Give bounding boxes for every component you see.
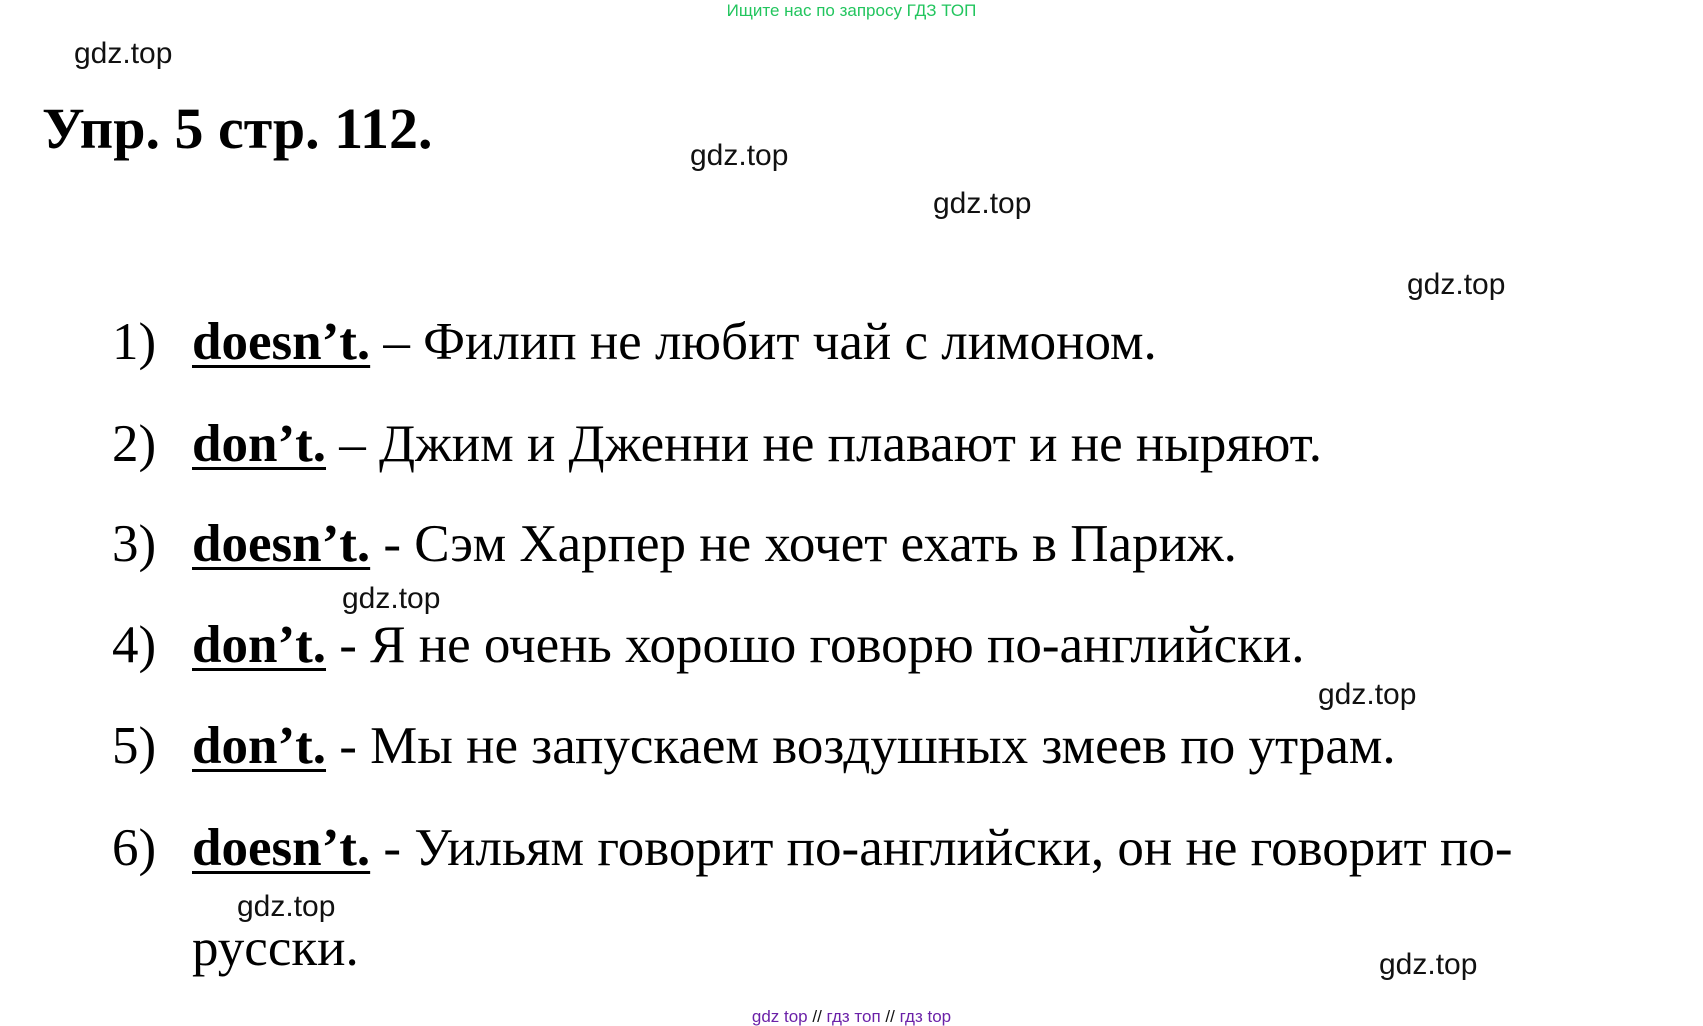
answer-word: doesn’t. [192,313,371,371]
footer-separator: // [812,1007,822,1026]
footer-separator: // [885,1007,895,1026]
footer-links [0,1008,1703,1025]
answer-word: don’t. [192,415,327,473]
watermark: gdz.top [933,187,1032,220]
top-banner: Ищите нас по запросу ГДЗ ТОП [726,1,977,20]
answer-word: doesn’t. [192,515,371,573]
answer-word: don’t. [192,717,327,775]
watermark: gdz.top [1407,268,1506,301]
item-number: 2) [112,415,157,473]
answer-item-2 [112,415,1323,473]
answer-item-6 [112,819,1513,877]
item-number: 6) [112,819,157,877]
item-number: 1) [112,313,157,371]
translation-text: - Мы не запускаем воздушных змеев по утрам. [326,717,1396,775]
answer-word: doesn’t. [192,819,371,877]
watermark: gdz.top [237,890,336,923]
footer-link[interactable]: гдз top [899,1007,952,1026]
translation-text: – Джим и Дженни не плавают и не ныряют. [326,415,1323,473]
answer-item-6-continuation: русски. [192,919,359,977]
item-number: 4) [112,616,157,674]
watermark: gdz.top [1379,948,1478,981]
answer-item-4 [112,616,1305,674]
translation-text: - Сэм Харпер не хочет ехать в Париж. [370,515,1237,573]
item-number: 5) [112,717,157,775]
answer-word: don’t. [192,616,327,674]
footer-link[interactable]: гдз топ [826,1007,881,1026]
answer-item-3 [112,515,1237,573]
watermark: gdz.top [690,139,789,172]
translation-text: – Филип не любит чай с лимоном. [370,313,1157,371]
exercise-title: Упр. 5 стр. 112. [42,96,433,161]
answer-item-5 [112,717,1396,775]
watermark: gdz.top [74,37,173,70]
watermark: gdz.top [1318,678,1417,711]
footer-link[interactable]: gdz top [751,1007,808,1026]
translation-text: - Уильям говорит по-английски, он не говорит по- [370,819,1513,877]
translation-text: - Я не очень хорошо говорю по-английски. [326,616,1305,674]
item-number: 3) [112,515,157,573]
watermark: gdz.top [342,582,441,615]
answer-item-1 [112,313,1157,371]
